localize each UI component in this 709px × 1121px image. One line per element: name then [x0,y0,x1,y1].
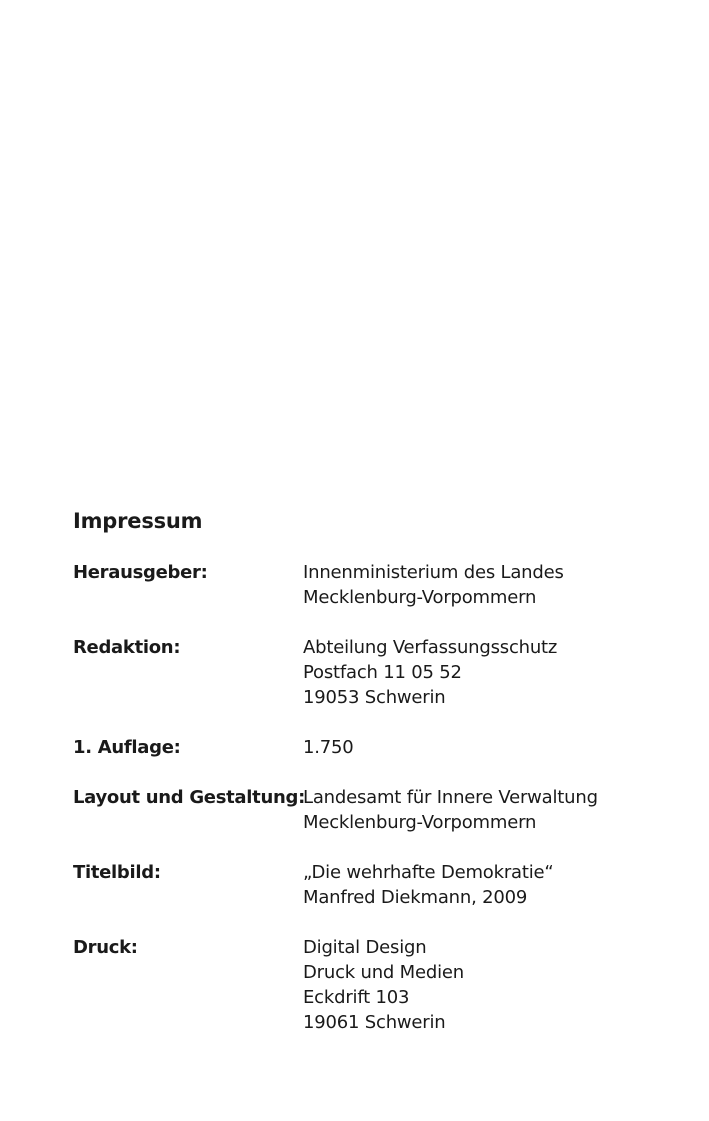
layout-line: Landesamt für Innere Verwaltung [303,787,598,808]
cover-image-value [303,860,673,910]
imprint-entry-cover-image [73,860,673,910]
publisher-line: Mecklenburg-Vorpommern [303,587,537,608]
imprint-entry-layout [73,785,673,835]
publisher-value [303,560,673,610]
publisher-line: Innenministerium des Landes [303,562,564,583]
print-line: Druck und Medien [303,962,464,983]
layout-label: Layout und Gestaltung: [73,787,305,808]
print-line: Digital Design [303,937,427,958]
print-line: 19061 Schwerin [303,1012,446,1033]
edition-line: 1.750 [303,737,354,758]
layout-line: Mecklenburg-Vorpommern [303,812,537,833]
cover-image-label: Titelbild: [73,862,161,883]
imprint-entry-editorial [73,635,673,710]
imprint-entry-edition [73,735,673,760]
cover-image-line: „Die wehrhafte Demokratie“ [303,862,554,883]
editorial-label: Redaktion: [73,637,181,658]
print-label: Druck: [73,937,138,958]
editorial-line: Postfach 11 05 52 [303,662,462,683]
imprint-entry-publisher [73,560,673,610]
edition-label: 1. Auflage: [73,737,181,758]
imprint-title: Impressum [73,509,203,533]
edition-value [303,735,673,760]
imprint-entry-print [73,935,673,1035]
cover-image-line: Manfred Diekmann, 2009 [303,887,528,908]
print-value [303,935,673,1035]
editorial-value [303,635,673,710]
imprint-section [73,506,673,1060]
editorial-line: 19053 Schwerin [303,687,446,708]
print-line: Eckdrift 103 [303,987,410,1008]
publisher-label: Herausgeber: [73,562,208,583]
layout-value [303,785,673,835]
editorial-line: Abteilung Verfassungsschutz [303,637,558,658]
